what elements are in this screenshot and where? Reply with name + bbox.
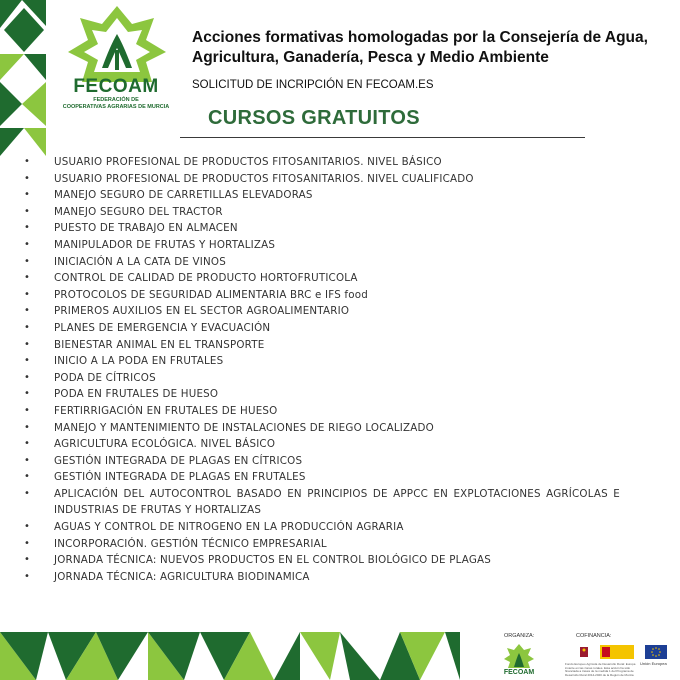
cofinancia-label: COFINANCIA:	[576, 633, 612, 639]
decorative-triangles-bottom	[0, 632, 460, 680]
list-item: • AGRICULTURA ECOLÓGICA. NIVEL BÁSICO	[0, 436, 620, 453]
registration-note: SOLICITUD DE INCRIPCIÓN EN FECOAM.ES	[192, 79, 434, 91]
list-item: • CONTROL DE CALIDAD DE PRODUCTO HORTOFRUTICOLA	[0, 270, 620, 287]
list-item: • BIENESTAR ANIMAL EN EL TRANSPORTE	[0, 337, 620, 354]
headline-title: Acciones formativas homologadas por la Consejería de Agua, Agricultura, Ganadería, Pesca y Medio Ambiente	[192, 29, 648, 66]
list-item: • PROTOCOLOS DE SEGURIDAD ALIMENTARIA BRC e IFS food	[0, 287, 620, 304]
list-item: • MANIPULADOR DE FRUTAS Y HORTALIZAS	[0, 237, 620, 254]
spain-ministry-logo-icon	[600, 645, 634, 659]
list-item: • PODA EN FRUTALES DE HUESO	[0, 386, 620, 403]
decorative-triangles-left	[0, 0, 50, 160]
course-list	[0, 154, 620, 585]
funding-fine-print: Fondo Europeo Agrícola de Desarrollo Rural: Europa invierte en las zonas rurales. Esta acción ha sido financiada a través de la medida 1 del Programa de Desarrollo Rural 2014-2020 de la Región de Murcia	[565, 662, 636, 677]
fecoam-small-logo-icon	[502, 643, 536, 669]
eu-flag-icon	[645, 645, 667, 659]
logo-subtitle-line1: FEDERACIÓN DE	[93, 97, 139, 103]
list-item: • INICIO A LA PODA EN FRUTALES	[0, 353, 620, 370]
logo-name: FECOAM	[73, 76, 159, 97]
section-divider	[180, 137, 585, 138]
list-item: • AGUAS Y CONTROL DE NITROGENO EN LA PRODUCCIÓN AGRARIA	[0, 519, 620, 536]
logo-subtitle	[60, 97, 172, 111]
list-item: • INICIACIÓN A LA CATA DE VINOS	[0, 254, 620, 271]
list-item: • PUESTO DE TRABAJO EN ALMACEN	[0, 220, 620, 237]
footer-org-name: FECOAM	[503, 669, 535, 676]
list-item: • FERTIRRIGACIÓN EN FRUTALES DE HUESO	[0, 403, 620, 420]
list-item: • USUARIO PROFESIONAL DE PRODUCTOS FITOSANITARIOS. NIVEL BÁSICO	[0, 154, 620, 171]
list-item: • PLANES DE EMERGENCIA Y EVACUACIÓN	[0, 320, 620, 337]
organiza-label: ORGANIZA:	[504, 633, 535, 639]
list-item: • JORNADA TÉCNICA: NUEVOS PRODUCTOS EN EL CONTROL BIOLÓGICO DE PLAGAS	[0, 552, 620, 569]
list-item: • GESTIÓN INTEGRADA DE PLAGAS EN FRUTALES	[0, 469, 620, 486]
logo-subtitle-line2: COOPERATIVAS AGRARIAS DE MURCIA	[62, 104, 170, 110]
section-title: CURSOS GRATUITOS	[208, 107, 420, 129]
list-item: • MANEJO Y MANTENIMIENTO DE INSTALACIONES DE RIEGO LOCALIZADO	[0, 420, 620, 437]
list-item: • MANEJO SEGURO DE CARRETILLAS ELEVADORAS	[0, 187, 620, 204]
list-item: • MANEJO SEGURO DEL TRACTOR	[0, 204, 620, 221]
list-item: • PRIMEROS AUXILIOS EN EL SECTOR AGROALIMENTARIO	[0, 303, 620, 320]
list-item: • PODA DE CÍTRICOS	[0, 370, 620, 387]
list-item: • USUARIO PROFESIONAL DE PRODUCTOS FITOSANITARIOS. NIVEL CUALIFICADO	[0, 171, 620, 188]
list-item: • JORNADA TÉCNICA: AGRICULTURA BIODINAMICA	[0, 569, 620, 586]
list-item: • INCORPORACIÓN. GESTIÓN TÉCNICO EMPRESARIAL	[0, 536, 620, 553]
list-item: • APLICACIÓN DEL AUTOCONTROL BASADO EN PRINCIPIOS DE APPCC EN EXPLOTACIONES AGRÍCOLAS E INDUSTRIAS DE FRUTAS Y HORTALIZAS	[0, 486, 620, 519]
eu-label: Unión Europea	[640, 661, 667, 666]
list-item: • GESTIÓN INTEGRADA DE PLAGAS EN CÍTRICOS	[0, 453, 620, 470]
murcia-emblem-icon	[576, 645, 592, 659]
